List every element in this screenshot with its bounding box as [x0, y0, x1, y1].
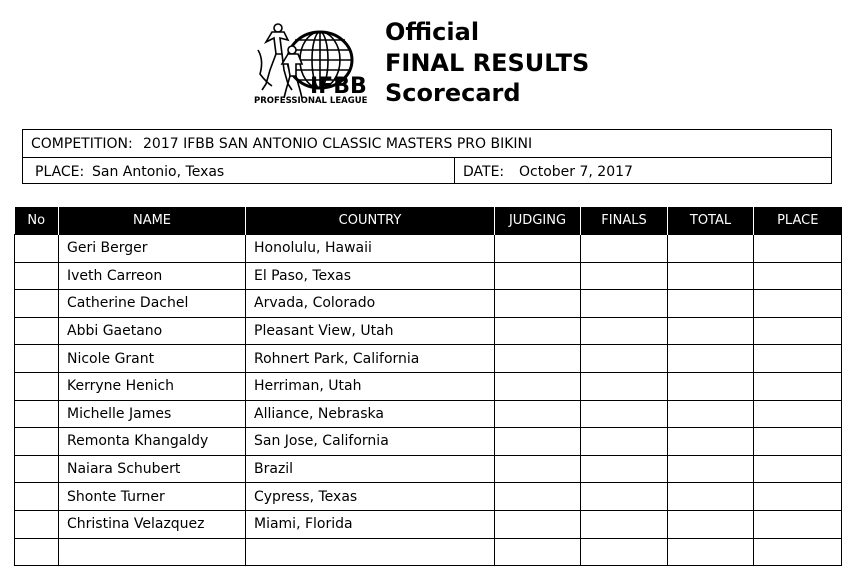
cell-no: [15, 455, 59, 483]
date-label: DATE:: [463, 164, 505, 180]
header-judging: JUDGING: [495, 207, 581, 235]
cell-name: Remonta Khangaldy: [59, 428, 246, 456]
cell-country: Pleasant View, Utah: [246, 317, 495, 345]
cell-total: [668, 290, 754, 318]
table-row: [15, 538, 842, 566]
cell-country: Miami, Florida: [246, 510, 495, 538]
cell-total: [668, 455, 754, 483]
cell-country: Cypress, Texas: [246, 483, 495, 511]
cell-finals: [581, 262, 668, 290]
table-row: [15, 400, 842, 428]
cell-country: Brazil: [246, 455, 495, 483]
cell-total: [668, 317, 754, 345]
header-no: No: [15, 207, 59, 235]
cell-name: Iveth Carreon: [59, 262, 246, 290]
table-row: [15, 372, 842, 400]
cell-finals: [581, 235, 668, 263]
cell-name: Kerryne Henich: [59, 372, 246, 400]
results-body: [15, 235, 842, 566]
cell-name: Abbi Gaetano: [59, 317, 246, 345]
cell-finals: [581, 455, 668, 483]
cell-judging: [495, 510, 581, 538]
header-place: PLACE: [754, 207, 842, 235]
cell-name: Shonte Turner: [59, 483, 246, 511]
cell-total: [668, 345, 754, 373]
cell-no: [15, 400, 59, 428]
title-line-1: Official: [385, 18, 480, 46]
cell-no: [15, 510, 59, 538]
cell-country: El Paso, Texas: [246, 262, 495, 290]
cell-no: [15, 538, 59, 566]
cell-judging: [495, 345, 581, 373]
header-country: COUNTRY: [246, 207, 495, 235]
table-row: [15, 455, 842, 483]
table-row: [15, 262, 842, 290]
cell-place: [754, 372, 842, 400]
cell-finals: [581, 317, 668, 345]
cell-place: [754, 345, 842, 373]
table-row: [15, 345, 842, 373]
cell-place: [754, 483, 842, 511]
cell-no: [15, 345, 59, 373]
cell-country: Herriman, Utah: [246, 372, 495, 400]
cell-place: [754, 290, 842, 318]
cell-place: [754, 400, 842, 428]
cell-finals: [581, 400, 668, 428]
cell-place: [754, 235, 842, 263]
cell-finals: [581, 345, 668, 373]
cell-total: [668, 262, 754, 290]
cell-finals: [581, 290, 668, 318]
cell-judging: [495, 290, 581, 318]
results-table: [14, 207, 842, 566]
cell-name: [59, 538, 246, 566]
cell-no: [15, 317, 59, 345]
logo-subtitle: PROFESSIONAL LEAGUE: [254, 96, 368, 106]
cell-total: [668, 428, 754, 456]
cell-total: [668, 372, 754, 400]
cell-no: [15, 290, 59, 318]
table-row: [15, 510, 842, 538]
competition-row: [23, 130, 831, 158]
cell-judging: [495, 538, 581, 566]
cell-name: Catherine Dachel: [59, 290, 246, 318]
cell-name: Geri Berger: [59, 235, 246, 263]
cell-judging: [495, 483, 581, 511]
table-row: [15, 290, 842, 318]
cell-name: Christina Velazquez: [59, 510, 246, 538]
cell-no: [15, 372, 59, 400]
cell-no: [15, 235, 59, 263]
header-total: TOTAL: [668, 207, 754, 235]
athletes-figure: [258, 24, 302, 98]
cell-country: Rohnert Park, California: [246, 345, 495, 373]
page-title: [385, 17, 589, 109]
cell-judging: [495, 455, 581, 483]
cell-name: Michelle James: [59, 400, 246, 428]
table-row: [15, 483, 842, 511]
title-line-2: FINAL RESULTS: [385, 48, 590, 77]
cell-no: [15, 483, 59, 511]
place-value: San Antonio, Texas: [92, 164, 225, 180]
cell-no: [15, 428, 59, 456]
logo-brand: IFBB: [310, 74, 367, 99]
cell-judging: [495, 262, 581, 290]
place-date-row: [23, 158, 831, 184]
header-name: NAME: [59, 207, 246, 235]
cell-total: [668, 235, 754, 263]
table-row: [15, 317, 842, 345]
cell-finals: [581, 510, 668, 538]
date-value: October 7, 2017: [519, 164, 633, 180]
cell-total: [668, 400, 754, 428]
cell-place: [754, 455, 842, 483]
title-line-3: Scorecard: [385, 79, 521, 107]
cell-judging: [495, 428, 581, 456]
cell-judging: [495, 317, 581, 345]
table-header-row: [15, 207, 842, 235]
cell-finals: [581, 372, 668, 400]
cell-place: [754, 262, 842, 290]
cell-country: Alliance, Nebraska: [246, 400, 495, 428]
cell-place: [754, 428, 842, 456]
competition-label: COMPETITION:: [31, 136, 133, 152]
cell-total: [668, 483, 754, 511]
cell-place: [754, 510, 842, 538]
header-finals: FINALS: [581, 207, 668, 235]
cell-finals: [581, 428, 668, 456]
cell-country: [246, 538, 495, 566]
cell-no: [15, 262, 59, 290]
table-row: [15, 428, 842, 456]
competition-info-box: [22, 129, 832, 184]
place-label: PLACE:: [35, 164, 85, 180]
cell-country: San Jose, California: [246, 428, 495, 456]
competition-value: 2017 IFBB SAN ANTONIO CLASSIC MASTERS PRO BIKINI: [143, 136, 533, 152]
cell-name: Nicole Grant: [59, 345, 246, 373]
cell-judging: [495, 235, 581, 263]
cell-country: Arvada, Colorado: [246, 290, 495, 318]
cell-place: [754, 317, 842, 345]
cell-place: [754, 538, 842, 566]
table-row: [15, 235, 842, 263]
cell-judging: [495, 400, 581, 428]
cell-country: Honolulu, Hawaii: [246, 235, 495, 263]
cell-total: [668, 510, 754, 538]
info-divider: [454, 158, 455, 184]
cell-judging: [495, 372, 581, 400]
cell-finals: [581, 483, 668, 511]
cell-finals: [581, 538, 668, 566]
cell-name: Naiara Schubert: [59, 455, 246, 483]
cell-total: [668, 538, 754, 566]
